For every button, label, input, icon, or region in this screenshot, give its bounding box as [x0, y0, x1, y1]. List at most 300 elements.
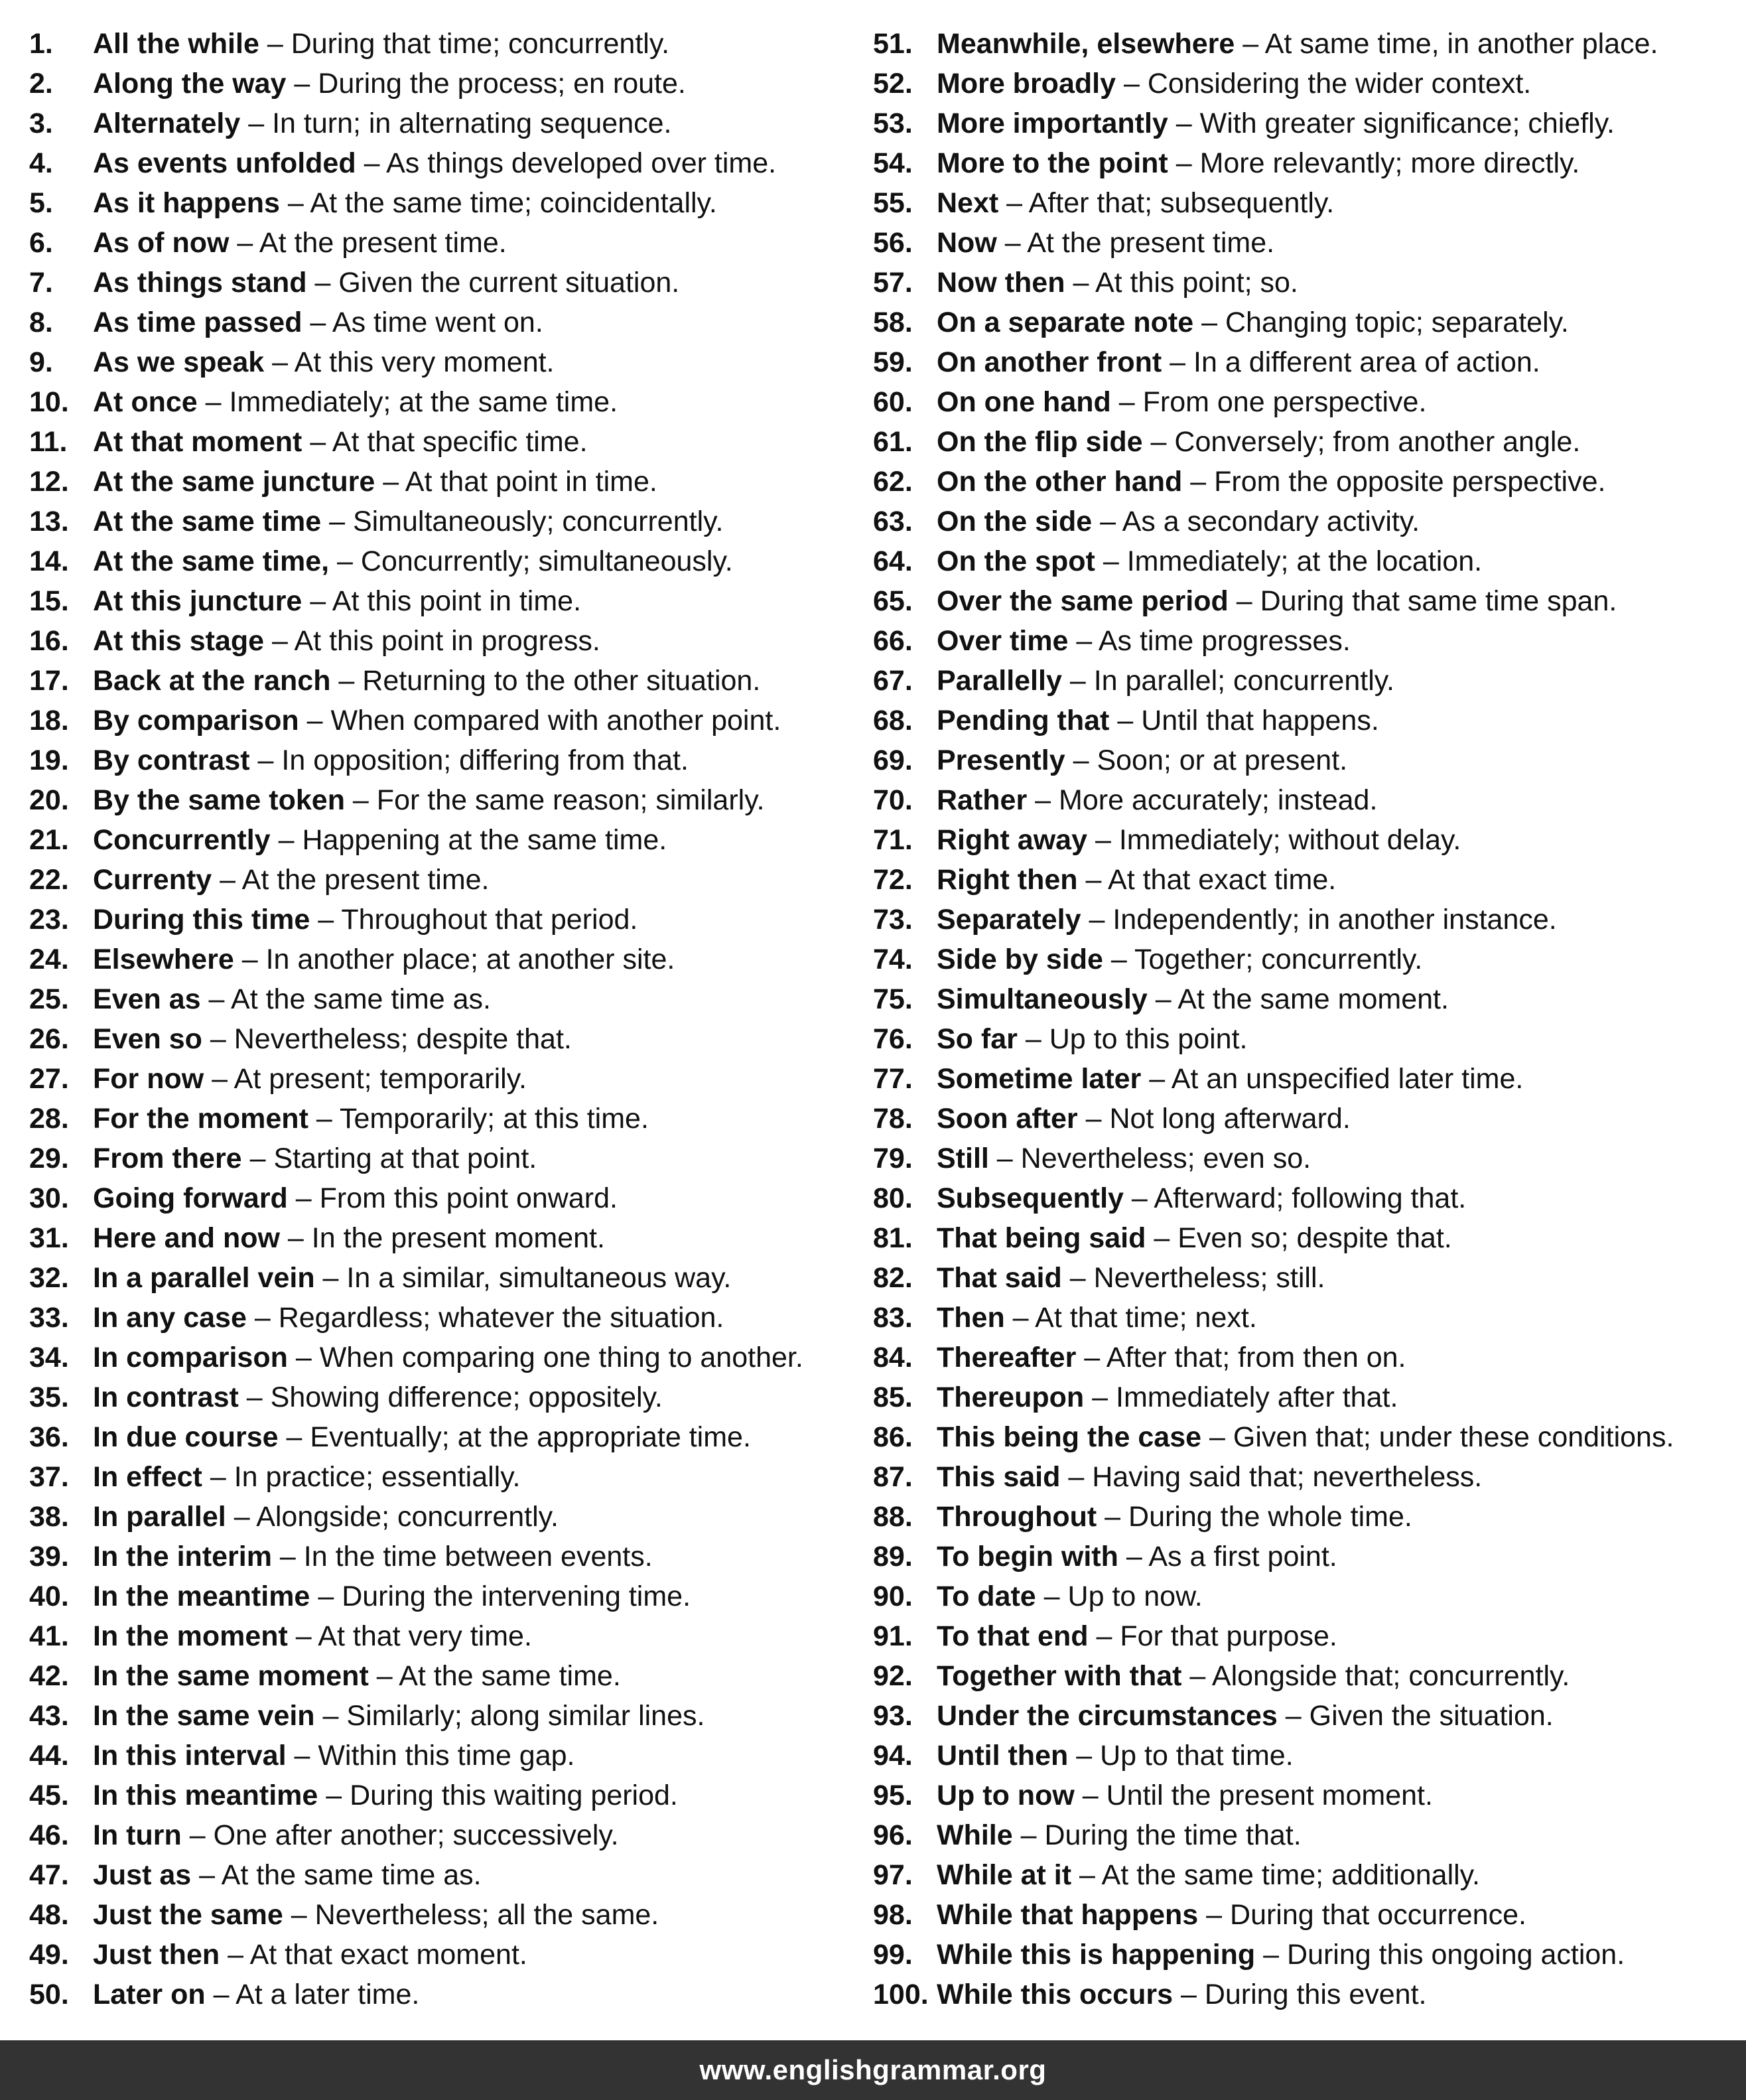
item-term: For the moment	[93, 1103, 308, 1135]
item-number: 34.	[29, 1342, 69, 1373]
item-separator: –	[213, 1979, 230, 2010]
list-item	[29, 24, 865, 64]
list-item	[873, 263, 1735, 303]
list-item	[873, 422, 1735, 462]
item-term: In a parallel vein	[93, 1262, 315, 1294]
item-separator: –	[1035, 784, 1051, 816]
item-definition: At same time, in another place.	[1264, 28, 1658, 60]
item-number: 48.	[29, 1899, 69, 1931]
item-term: On a separate note	[937, 307, 1194, 338]
item-number: 87.	[873, 1461, 913, 1493]
item-term: While that happens	[937, 1899, 1199, 1931]
item-definition: Nevertheless; even so.	[1020, 1143, 1311, 1174]
item-definition: At the present time.	[1027, 227, 1275, 259]
item-term: Even so	[93, 1023, 202, 1055]
list-item	[873, 780, 1735, 820]
item-number: 96.	[873, 1819, 913, 1851]
list-item	[873, 900, 1735, 940]
list-item	[29, 382, 865, 422]
item-term: Even as	[93, 983, 201, 1015]
item-term: That being said	[937, 1222, 1146, 1254]
item-separator: –	[1131, 1182, 1148, 1214]
item-separator: –	[279, 1541, 296, 1573]
item-number: 76.	[873, 1023, 913, 1055]
item-number: 51.	[873, 28, 913, 60]
item-number: 10.	[29, 386, 69, 418]
item-definition: Throughout that period.	[341, 904, 638, 936]
item-definition: In the present moment.	[311, 1222, 605, 1254]
list-item	[873, 502, 1735, 541]
item-term: Until then	[937, 1740, 1069, 1772]
item-number: 53.	[873, 107, 913, 139]
item-number: 82.	[873, 1262, 913, 1294]
list-item	[29, 1736, 865, 1776]
item-definition: When comparing one thing to another.	[319, 1342, 803, 1373]
list-item	[29, 1895, 865, 1935]
list-item	[873, 860, 1735, 900]
item-separator: –	[1084, 1342, 1101, 1373]
item-number: 8.	[29, 307, 53, 338]
item-separator: –	[1154, 1222, 1170, 1254]
item-definition: In a different area of action.	[1193, 346, 1540, 378]
item-separator: –	[310, 307, 326, 338]
item-separator: –	[1025, 1023, 1041, 1055]
item-separator: –	[249, 1143, 266, 1174]
item-term: Soon after	[937, 1103, 1078, 1135]
item-definition: At the same time as.	[231, 983, 491, 1015]
item-definition: Within this time gap.	[318, 1740, 575, 1772]
item-definition: As time went on.	[332, 307, 543, 338]
item-number: 9.	[29, 346, 53, 378]
item-number: 50.	[29, 1979, 69, 2010]
item-number: 89.	[873, 1541, 913, 1573]
item-definition: Soon; or at present.	[1097, 744, 1348, 776]
item-definition: Conversely; from another angle.	[1174, 426, 1581, 458]
item-term: During this time	[93, 904, 310, 936]
item-separator: –	[376, 1660, 393, 1692]
item-number: 20.	[29, 784, 69, 816]
item-number: 70.	[873, 784, 913, 816]
item-number: 46.	[29, 1819, 69, 1851]
item-number: 71.	[873, 824, 913, 856]
item-term: As it happens	[93, 187, 280, 219]
item-term: At the same juncture	[93, 466, 375, 498]
list-item	[873, 1258, 1735, 1298]
list-item	[873, 1616, 1735, 1656]
item-term: As events unfolded	[93, 147, 356, 179]
item-number: 98.	[873, 1899, 913, 1931]
item-term: All the while	[93, 28, 259, 60]
item-number: 25.	[29, 983, 69, 1015]
item-definition: With greater significance; chiefly.	[1199, 107, 1615, 139]
item-separator: –	[199, 1859, 216, 1891]
item-separator: –	[1079, 1859, 1095, 1891]
list-item	[29, 64, 865, 104]
item-number: 32.	[29, 1262, 69, 1294]
item-separator: –	[1020, 1819, 1037, 1851]
item-number: 83.	[873, 1302, 913, 1334]
list-item	[29, 581, 865, 621]
item-number: 17.	[29, 665, 69, 697]
list-item	[873, 1576, 1735, 1616]
item-definition: As things developed over time.	[386, 147, 777, 179]
item-separator: –	[1073, 744, 1089, 776]
item-number: 21.	[29, 824, 69, 856]
list-item	[873, 1298, 1735, 1338]
list-item	[29, 1855, 865, 1895]
list-item	[29, 900, 865, 940]
item-term: Just then	[93, 1939, 220, 1971]
item-separator: –	[1150, 426, 1167, 458]
item-number: 72.	[873, 864, 913, 896]
item-number: 90.	[873, 1580, 913, 1612]
item-definition: At the present time.	[241, 864, 490, 896]
item-separator: –	[383, 466, 399, 498]
list-item	[29, 1935, 865, 1975]
list-item	[29, 1099, 865, 1139]
item-term: While at it	[937, 1859, 1072, 1891]
item-definition: Concurrently; simultaneously.	[360, 545, 733, 577]
item-number: 58.	[873, 307, 913, 338]
item-definition: At this point in progress.	[294, 625, 600, 657]
item-separator: –	[1236, 585, 1252, 617]
item-term: For now	[93, 1063, 204, 1095]
item-term: At the same time,	[93, 545, 330, 577]
item-term: In effect	[93, 1461, 202, 1493]
item-number: 62.	[873, 466, 913, 498]
item-number: 92.	[873, 1660, 913, 1692]
list-item	[29, 1815, 865, 1855]
item-definition: After that; subsequently.	[1028, 187, 1335, 219]
item-separator: –	[1123, 68, 1140, 100]
item-number: 73.	[873, 904, 913, 936]
list-item	[873, 940, 1735, 979]
item-separator: –	[294, 1740, 310, 1772]
item-term: Back at the ranch	[93, 665, 331, 697]
item-number: 60.	[873, 386, 913, 418]
item-separator: –	[1069, 665, 1086, 697]
item-separator: –	[287, 187, 304, 219]
item-definition: During the intervening time.	[342, 1580, 691, 1612]
item-term: On the side	[937, 506, 1093, 537]
item-separator: –	[286, 1421, 302, 1453]
item-number: 15.	[29, 585, 69, 617]
item-term: On the spot	[937, 545, 1095, 577]
item-definition: At the same time; additionally.	[1101, 1859, 1480, 1891]
list-item	[29, 1139, 865, 1178]
item-definition: Independently; in another instance.	[1112, 904, 1557, 936]
list-item	[873, 701, 1735, 740]
item-number: 84.	[873, 1342, 913, 1373]
item-separator: –	[352, 784, 369, 816]
list-item	[873, 1537, 1735, 1576]
item-number: 5.	[29, 187, 53, 219]
item-number: 38.	[29, 1501, 69, 1533]
item-definition: In opposition; differing from that.	[281, 744, 689, 776]
item-separator: –	[294, 68, 310, 100]
list-item	[29, 143, 865, 183]
item-separator: –	[287, 1222, 304, 1254]
item-term: Still	[937, 1143, 989, 1174]
item-separator: –	[1155, 983, 1172, 1015]
site-footer	[0, 2040, 1746, 2100]
item-separator: –	[1105, 1501, 1121, 1533]
list-item	[29, 860, 865, 900]
item-number: 86.	[873, 1421, 913, 1453]
item-definition: At that exact time.	[1108, 864, 1337, 896]
item-definition: During the whole time.	[1128, 1501, 1412, 1533]
item-separator: –	[318, 1580, 334, 1612]
list-item	[873, 1019, 1735, 1059]
item-separator: –	[1180, 1979, 1197, 2010]
item-term: More to the point	[937, 147, 1168, 179]
item-number: 56.	[873, 227, 913, 259]
item-number: 24.	[29, 944, 69, 975]
item-number: 95.	[873, 1780, 913, 1811]
item-separator: –	[1189, 1660, 1206, 1692]
item-term: At that moment	[93, 426, 302, 458]
item-separator: –	[1149, 1063, 1166, 1095]
list-item	[29, 1656, 865, 1696]
item-definition: From one perspective.	[1142, 386, 1427, 418]
item-number: 36.	[29, 1421, 69, 1453]
item-separator: –	[1004, 227, 1021, 259]
list-item	[29, 1258, 865, 1298]
item-term: Concurrently	[93, 824, 271, 856]
item-separator: –	[1068, 1461, 1085, 1493]
item-separator: –	[1085, 864, 1102, 896]
item-number: 14.	[29, 545, 69, 577]
item-separator: –	[1285, 1700, 1302, 1732]
item-number: 100.	[873, 1979, 929, 2010]
item-separator: –	[228, 1939, 244, 1971]
item-separator: –	[1103, 545, 1119, 577]
list-item	[873, 223, 1735, 263]
item-definition: During that occurrence.	[1230, 1899, 1526, 1931]
item-definition: Immediately after that.	[1116, 1381, 1398, 1413]
item-number: 67.	[873, 665, 913, 697]
item-term: Along the way	[93, 68, 287, 100]
item-number: 61.	[873, 426, 913, 458]
item-definition: In parallel; concurrently.	[1093, 665, 1395, 697]
item-number: 12.	[29, 466, 69, 498]
list-item	[29, 1059, 865, 1099]
item-number: 54.	[873, 147, 913, 179]
list-item	[29, 1616, 865, 1656]
list-item	[29, 303, 865, 342]
item-number: 64.	[873, 545, 913, 577]
item-definition: Returning to the other situation.	[362, 665, 761, 697]
item-separator: –	[310, 426, 326, 458]
list-item	[29, 701, 865, 740]
item-definition: As a first point.	[1148, 1541, 1337, 1573]
item-separator: –	[1096, 1620, 1112, 1652]
item-number: 29.	[29, 1143, 69, 1174]
list-item	[873, 1656, 1735, 1696]
item-number: 55.	[873, 187, 913, 219]
list-item	[29, 940, 865, 979]
item-definition: Eventually; at the appropriate time.	[310, 1421, 751, 1453]
item-definition: One after another; successively.	[213, 1819, 619, 1851]
item-term: More importantly	[937, 107, 1168, 139]
item-separator: –	[1242, 28, 1259, 60]
item-term: Sometime later	[937, 1063, 1142, 1095]
item-term: This being the case	[937, 1421, 1202, 1453]
item-number: 2.	[29, 68, 53, 100]
list-item	[29, 1178, 865, 1218]
item-term: Side by side	[937, 944, 1103, 975]
footer-url[interactable]: www.englishgrammar.org	[699, 2054, 1047, 2085]
item-separator: –	[220, 864, 236, 896]
list-item	[873, 1736, 1735, 1776]
item-number: 99.	[873, 1939, 913, 1971]
item-term: In turn	[93, 1819, 182, 1851]
item-term: Under the circumstances	[937, 1700, 1278, 1732]
list-item	[873, 104, 1735, 143]
list-item	[29, 740, 865, 780]
item-definition: During this event.	[1204, 1979, 1427, 2010]
item-term: In any case	[93, 1302, 247, 1334]
item-term: By contrast	[93, 744, 250, 776]
item-number: 81.	[873, 1222, 913, 1254]
item-definition: In turn; in alternating sequence.	[272, 107, 672, 139]
item-definition: At this point in time.	[332, 585, 582, 617]
item-number: 28.	[29, 1103, 69, 1135]
item-number: 69.	[873, 744, 913, 776]
item-number: 44.	[29, 1740, 69, 1772]
item-definition: For that purpose.	[1120, 1620, 1337, 1652]
item-number: 27.	[29, 1063, 69, 1095]
item-term: Then	[937, 1302, 1005, 1334]
list-item	[29, 104, 865, 143]
item-definition: Not long afterward.	[1109, 1103, 1351, 1135]
item-definition: Considering the wider context.	[1147, 68, 1532, 100]
item-definition: At the same time.	[399, 1660, 621, 1692]
left-column	[29, 24, 865, 2014]
item-definition: At the same moment.	[1177, 983, 1449, 1015]
item-term: In comparison	[93, 1342, 288, 1373]
item-separator: –	[337, 545, 353, 577]
item-number: 45.	[29, 1780, 69, 1811]
item-separator: –	[237, 227, 253, 259]
list-item	[873, 1935, 1735, 1975]
item-separator: –	[1175, 107, 1192, 139]
item-separator: –	[364, 147, 380, 179]
item-definition: As a secondary activity.	[1122, 506, 1420, 537]
item-definition: Up to this point.	[1049, 1023, 1248, 1055]
item-separator: –	[248, 107, 265, 139]
list-item	[873, 820, 1735, 860]
item-separator: –	[1085, 1103, 1102, 1135]
item-number: 26.	[29, 1023, 69, 1055]
item-term: In parallel	[93, 1501, 226, 1533]
list-item	[29, 1497, 865, 1537]
item-separator: –	[189, 1819, 206, 1851]
item-term: This said	[937, 1461, 1061, 1493]
item-definition: In another place; at another site.	[265, 944, 675, 975]
item-term: As time passed	[93, 307, 302, 338]
item-separator: –	[1043, 1580, 1060, 1612]
list-item	[29, 183, 865, 223]
item-number: 16.	[29, 625, 69, 657]
list-item	[873, 64, 1735, 104]
item-definition: Having said that; nevertheless.	[1092, 1461, 1483, 1493]
list-item	[29, 541, 865, 581]
list-item	[873, 303, 1735, 342]
item-number: 63.	[873, 506, 913, 537]
list-item	[29, 661, 865, 701]
item-number: 4.	[29, 147, 53, 179]
list-item	[873, 1099, 1735, 1139]
list-item	[29, 979, 865, 1019]
list-item	[29, 1975, 865, 2014]
item-number: 91.	[873, 1620, 913, 1652]
list-item	[29, 1576, 865, 1616]
item-number: 77.	[873, 1063, 913, 1095]
item-definition: At present; temporarily.	[234, 1063, 527, 1095]
item-number: 68.	[873, 705, 913, 736]
item-number: 65.	[873, 585, 913, 617]
item-term: While	[937, 1819, 1013, 1851]
list-item	[29, 502, 865, 541]
item-term: In the meantime	[93, 1580, 310, 1612]
item-definition: Similarly; along similar lines.	[346, 1700, 705, 1732]
item-term: In due course	[93, 1421, 279, 1453]
item-separator: –	[272, 346, 289, 378]
item-term: Pending that	[937, 705, 1110, 736]
item-number: 37.	[29, 1461, 69, 1493]
item-separator: –	[1201, 307, 1218, 338]
item-definition: Immediately; at the same time.	[229, 386, 618, 418]
list-item	[873, 621, 1735, 661]
item-separator: –	[1110, 944, 1127, 975]
item-separator: –	[295, 1342, 312, 1373]
item-separator: –	[257, 744, 274, 776]
item-term: At the same time	[93, 506, 322, 537]
item-separator: –	[1076, 625, 1093, 657]
item-term: Thereupon	[937, 1381, 1085, 1413]
item-separator: –	[1092, 1381, 1108, 1413]
item-number: 75.	[873, 983, 913, 1015]
item-separator: –	[1126, 1541, 1142, 1573]
list-item	[29, 1457, 865, 1497]
item-term: Rather	[937, 784, 1028, 816]
item-number: 49.	[29, 1939, 69, 1971]
item-term: At once	[93, 386, 198, 418]
item-term: Right then	[937, 864, 1078, 896]
item-term: On the other hand	[937, 466, 1183, 498]
item-number: 40.	[29, 1580, 69, 1612]
right-column	[873, 24, 1735, 2014]
item-term: In the same moment	[93, 1660, 369, 1692]
list-item	[29, 780, 865, 820]
item-number: 1.	[29, 28, 53, 60]
item-number: 42.	[29, 1660, 69, 1692]
item-number: 74.	[873, 944, 913, 975]
item-definition: Showing difference; oppositely.	[270, 1381, 663, 1413]
item-separator: –	[1069, 1262, 1086, 1294]
item-term: As things stand	[93, 267, 307, 299]
item-number: 79.	[873, 1143, 913, 1174]
list-item	[873, 1218, 1735, 1258]
item-separator: –	[1190, 466, 1207, 498]
item-separator: –	[1082, 1780, 1099, 1811]
item-definition: Happening at the same time.	[302, 824, 667, 856]
item-term: On another front	[937, 346, 1162, 378]
item-number: 39.	[29, 1541, 69, 1573]
list-item	[873, 1178, 1735, 1218]
list-item	[873, 541, 1735, 581]
